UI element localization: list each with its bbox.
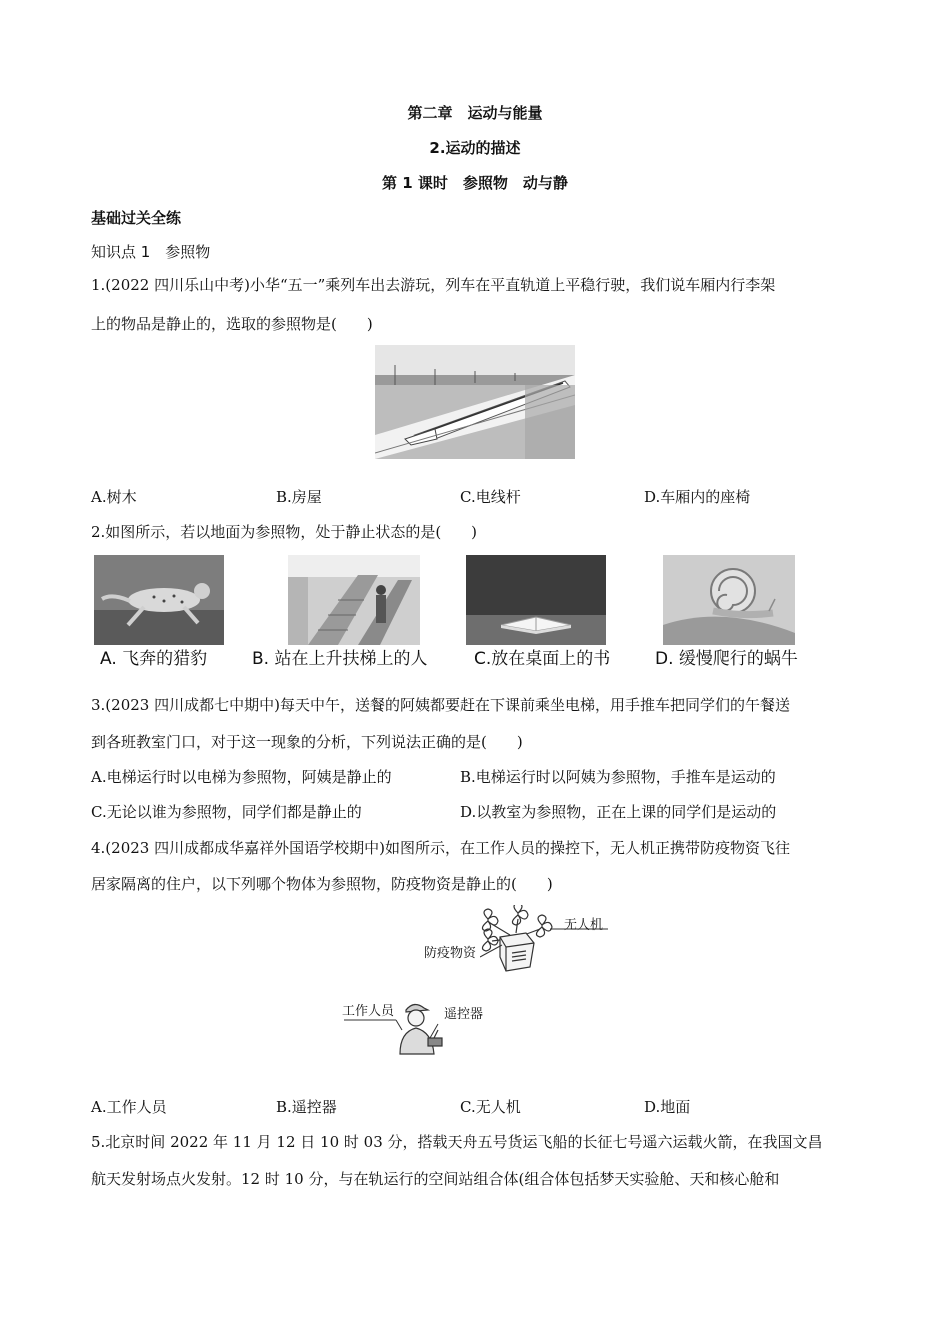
question-4-line-1: 4.(2023 四川成都成华嘉祥外国语学校期中)如图所示，在工作人员的操控下，无人机正携带防疫物资飞往 [91, 839, 790, 857]
q4-option-c[interactable]: C.无人机 [460, 1098, 521, 1116]
escalator-photo [288, 555, 420, 645]
q2-caption-d: D. 缓慢爬行的蜗牛 [655, 649, 798, 669]
label-worker: 工作人员 [342, 1004, 395, 1019]
section-title: 2.运动的描述 [429, 139, 521, 157]
q2-caption-a: A. 飞奔的猎豹 [100, 649, 208, 669]
q3-option-b[interactable]: B.电梯运行时以阿姨为参照物，手推车是运动的 [460, 768, 776, 786]
question-3-line-2: 到各班教室门口，对于这一现象的分析，下列说法正确的是( ) [91, 733, 523, 751]
train-photo [375, 345, 575, 459]
lesson-title: 第 1 课时 参照物 动与静 [382, 174, 568, 192]
question-4-line-2: 居家隔离的住户，以下列哪个物体为参照物，防疫物资是静止的( ) [91, 875, 553, 893]
q3-option-d[interactable]: D.以教室为参照物，正在上课的同学们是运动的 [460, 803, 777, 821]
question-5-line-2: 航天发射场点火发射。12 时 10 分，与在轨运行的空间站组合体(组合体包括梦天实验舱、天和核心舱和 [91, 1170, 780, 1188]
snail-photo [663, 555, 795, 645]
q2-caption-c: C.放在桌面上的书 [474, 649, 611, 669]
diagram-leader-lines [480, 905, 610, 965]
q3-option-c[interactable]: C.无论以谁为参照物，同学们都是静止的 [91, 803, 362, 821]
q3-option-a[interactable]: A.电梯运行时以电梯为参照物，阿姨是静止的 [91, 768, 392, 786]
q4-option-b[interactable]: B.遥控器 [276, 1098, 337, 1116]
q2-caption-b: B. 站在上升扶梯上的人 [252, 649, 428, 669]
label-supplies: 防疫物资 [424, 946, 477, 961]
label-drone: 无人机 [564, 918, 604, 933]
q1-option-b[interactable]: B.房屋 [276, 488, 322, 506]
q4-option-a[interactable]: A.工作人员 [91, 1098, 167, 1116]
knowledge-point-heading: 知识点 1 参照物 [91, 243, 211, 261]
question-5-line-1: 5.北京时间 2022 年 11 月 12 日 10 时 03 分，搭载天舟五号货运飞船的长征七号遥六运载火箭，在我国文昌 [91, 1133, 823, 1151]
cheetah-photo [94, 555, 224, 645]
question-1-line-2: 上的物品是静止的，选取的参照物是( ) [91, 315, 373, 333]
question-3-line-1: 3.(2023 四川成都七中期中)每天中午，送餐的阿姨都要赶在下课前乘坐电梯，用手推车把同学们的午餐送 [91, 696, 790, 714]
practice-heading: 基础过关全练 [91, 209, 182, 227]
label-remote: 遥控器 [444, 1007, 484, 1022]
question-1-line-1: 1.(2022 四川乐山中考)小华“五一”乘列车出去游玩，列车在平直轨道上平稳行驶，我们说车厢内行李架 [91, 276, 776, 294]
chapter-title: 第二章 运动与能量 [407, 104, 543, 122]
book-on-desk-photo [466, 555, 606, 645]
q1-option-c[interactable]: C.电线杆 [460, 488, 521, 506]
q1-option-d[interactable]: D.车厢内的座椅 [644, 488, 751, 506]
q4-option-d[interactable]: D.地面 [644, 1098, 691, 1116]
q1-option-a[interactable]: A.树木 [91, 488, 137, 506]
question-2-line-1: 2.如图所示，若以地面为参照物，处于静止状态的是( ) [91, 523, 478, 541]
